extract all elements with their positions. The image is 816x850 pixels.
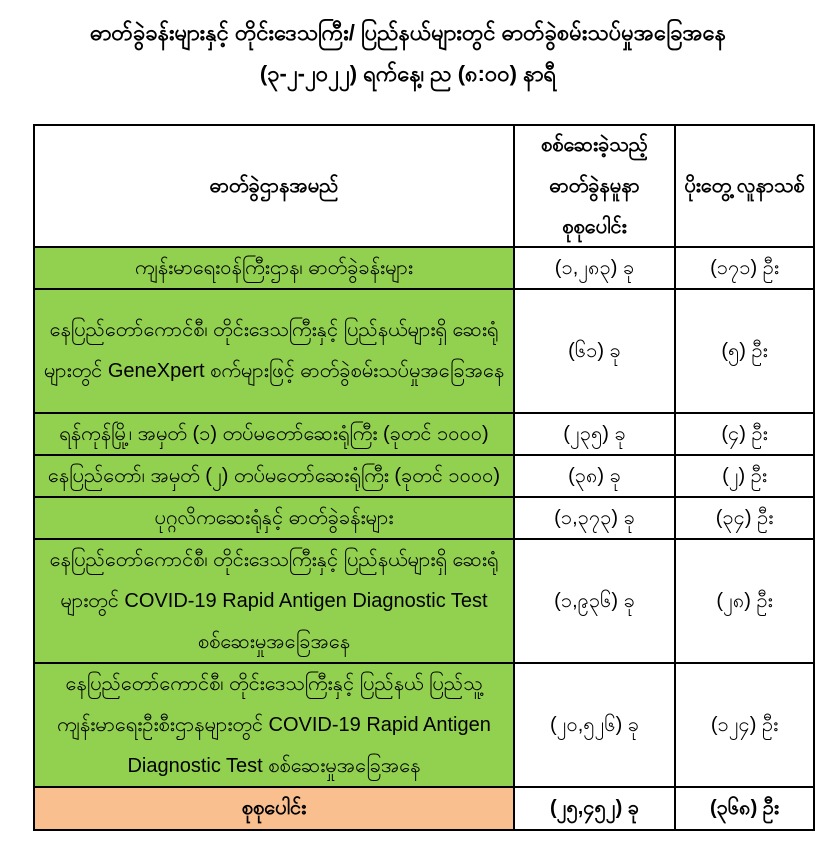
samples-value: (၃၈) ခု [568,464,621,487]
lab-name-cell [34,663,514,787]
positives-value: (၂) ဦး [722,464,767,487]
page-subtitle: (၃-၂-၂၀၂၂) ရက်နေ့၊ ည (၈:၀၀) နာရီ [259,61,557,86]
positives-cell [675,289,814,413]
positives-cell [675,497,814,539]
samples-cell [514,413,675,455]
table-row [34,663,814,787]
lab-name-text: ရန်ကုန်မြို့၊ အမှတ် (၁) တပ်မတော်ဆေးရုံကြီး (ခုတင် ၁၀၀၀) [59,422,489,445]
positives-value: (၄) ဦး [721,422,768,445]
lab-name-cell [34,413,514,455]
lab-name-cell [34,539,514,663]
col-header-samples [514,125,675,247]
table-row [34,413,814,455]
positives-cell [675,413,814,455]
total-samples-cell [514,787,675,830]
header-row [34,125,814,247]
positives-value: (၁၂၄) ဦး [710,713,779,736]
samples-value: (၁,၂၈၃) ခု [554,256,635,279]
samples-value: (၁,၃၇၃) ခု [554,506,635,529]
lab-name-cell [34,497,514,539]
table-row [34,455,814,497]
positives-value: (၁၇၁) ဦး [710,256,779,279]
total-label-text: စုစုပေါင်း [241,797,307,819]
lab-name-cell [34,455,514,497]
col-header-positives-text: ပိုးတွေ့ လူနာသစ် [684,174,805,197]
col-header-samples-text: စစ်ဆေးခဲ့သည့် ဓာတ်ခွဲနမူနာ စုစုပေါင်း [541,133,648,238]
table-row [34,497,814,539]
col-header-positives [675,125,814,247]
samples-value: (၁,၉၃၆) ခု [554,589,635,612]
samples-cell [514,247,675,289]
lab-testing-table [33,124,815,831]
table-row [34,289,814,413]
total-label-cell [34,787,514,830]
table-row [34,539,814,663]
lab-name-text: နေပြည်တော်၊ အမှတ် (၂) တပ်မတော်ဆေးရုံကြီး (ခုတင် ၁၀၀၀) [47,464,501,487]
samples-cell [514,455,675,497]
positives-cell [675,539,814,663]
total-positives-value: (၃၆၈) ဦး [710,797,779,819]
positives-cell [675,247,814,289]
total-row [34,787,814,830]
lab-name-text: ကျန်းမာရေးဝန်ကြီးဌာန၊ ဓာတ်ခွဲခန်းများ [135,256,413,279]
col-header-lab-name [34,125,514,247]
lab-name-cell [34,289,514,413]
col-header-lab-name-text: ဓာတ်ခွဲဌာနအမည် [209,174,339,197]
total-samples-value: (၂၅,၄၅၂) ခု [549,797,640,819]
samples-cell [514,289,675,413]
samples-cell [514,497,675,539]
total-positives-cell [675,787,814,830]
samples-value: (၆၁) ခု [568,339,621,362]
positives-cell [675,455,814,497]
lab-name-text: နေပြည်တော်ကောင်စီ၊ တိုင်းဒေသကြီးနှင့် ပြည်နယ် ပြည်သူ့ကျန်းမာရေးဦးစီးဌာနများတွင် COVID-19 Rapid Antigen Diagnostic Test စစ်ဆေးမှုအခြေအနေ [57,672,491,777]
samples-cell [514,663,675,787]
positives-value: (၃၄) ဦး [715,506,774,529]
lab-name-cell [34,247,514,289]
lab-name-text: ပုဂ္ဂလိကဆေးရုံနှင့် ဓာတ်ခွဲခန်းများ [154,506,394,529]
table-row [34,247,814,289]
lab-name-text: နေပြည်တော်ကောင်စီ၊ တိုင်းဒေသကြီးနှင့် ပြည်နယ်များရှိ ဆေးရုံများတွင် GeneXpert စက်များဖြင့် ဓာတ်ခွဲစမ်းသပ်မှုအခြေအနေ [43,319,505,382]
lab-name-text: နေပြည်တော်ကောင်စီ၊ တိုင်းဒေသကြီးနှင့် ပြည်နယ်များရှိ ဆေးရုံများတွင် COVID-19 Rapid Antigen Diagnostic Test စစ်ဆေးမှုအခြေအနေ [49,548,499,653]
positives-cell [675,663,814,787]
samples-value: (၂၀,၅၂၆) ခု [549,713,640,736]
title-block [0,0,816,90]
positives-value: (၂၈) ဦး [716,589,773,612]
samples-cell [514,539,675,663]
samples-value: (၂၃၅) ခု [563,422,626,445]
page-title: ဓာတ်ခွဲခန်းများနှင့် တိုင်းဒေသကြီး/ ပြည်နယ်များတွင် ဓာတ်ခွဲစမ်းသပ်မှုအခြေအနေ [90,20,726,45]
positives-value: (၅) ဦး [721,339,768,362]
